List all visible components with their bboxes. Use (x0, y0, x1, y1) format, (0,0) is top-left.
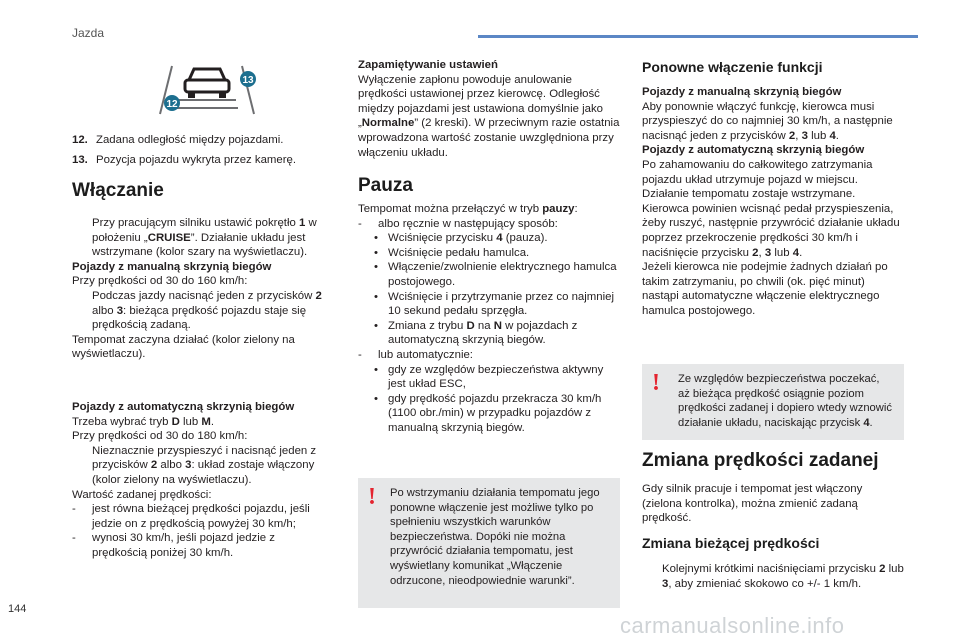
manual-speed: Przy prędkości od 30 do 160 km/h: (72, 275, 248, 288)
section-header: Jazda (72, 26, 105, 40)
legend-item: 12. Zadana odległość między pojazdami. (72, 134, 284, 146)
warning-icon: ! (368, 484, 376, 510)
heading-wlaczanie: Włączanie (72, 180, 164, 201)
auto-mode: Trzeba wybrać tryb D lub M. (72, 415, 215, 428)
heading-zmiana: Zmiana prędkości zadanej (642, 450, 879, 471)
list-item: • gdy prędkość pojazdu przekracza 30 km/h (1100 obr./min) w przypadku pojazdów z manualną skrzynią biegów. (374, 392, 602, 434)
legend-item: 13. Pozycja pojazdu wykryta przez kamerę. (72, 153, 297, 166)
memory-heading: Zapamiętywanie ustawień (358, 59, 498, 71)
list-item: - lub automatycznie: (358, 348, 473, 361)
list-item: • Zmiana z trybu D na N w pojazdach z automatyczną skrzynią biegów. (374, 319, 578, 347)
memory-block (358, 58, 620, 160)
auto-speed: Przy prędkości od 30 do 180 km/h: (72, 430, 248, 443)
list-item: Przy pracującym silniku ustawić pokrętło 1 w położeniu „CRUISE”. Działanie układu jest wstrzymane (kolor szary na wyświetlaczu). (92, 217, 317, 259)
ponowne-body (642, 85, 904, 319)
wlaczanie-auto (72, 400, 330, 561)
set-value: Wartość zadanej prędkości: (72, 488, 212, 501)
auto-heading: Pojazdy z automatyczną skrzynią biegów (72, 401, 295, 413)
memory-text: Wyłączenie zapłonu powoduje anulowanie prędkości ustawionej przez kierowcę. Odległość między pojazdami jest ustawiona domyślnie jako „Normalne” (2 kreski). W przeciwnym razie ostatnia wprowadzona wartość zostanie uwzględniona przy włączeniu układu. (358, 73, 620, 159)
header-rule (478, 35, 918, 38)
figure-legend (72, 133, 330, 167)
list-item: - albo ręcznie w następujący sposób: (358, 217, 558, 230)
list-item: • Wciśnięcie przycisku 4 (pauza). (374, 232, 548, 245)
heading-zmiana-biezacej: Zmiana bieżącej prędkości (642, 535, 820, 551)
manual-after: Tempomat zaczyna działać (kolor zielony na wyświetlaczu). (72, 333, 295, 361)
callout-13-label: 13 (242, 75, 254, 86)
zmiana-list (642, 562, 904, 591)
ponowne-warning (642, 364, 904, 440)
list-item: Podczas jazdy nacisnąć jeden z przycisków 2 albo 3: bieżąca prędkość pojazdu staje się prędkością zadaną. (92, 289, 322, 332)
list-item: - jest równa bieżącej prędkości pojazdu, jeśli jedzie on z prędkością powyżej 30 km/h; (72, 503, 310, 530)
list-item: • Wciśnięcie pedału hamulca. (374, 246, 530, 259)
manual-heading: Pojazdy z manualną skrzynią biegów (72, 260, 272, 273)
ponowne-manual-text: Aby ponownie włączyć funkcję, kierowca musi przyspieszyć do co najmniej 30 km/h, a następnie nacisnąć jeden z przycisków 2, 3 lub 4. (642, 100, 893, 142)
zmiana-text: Gdy silnik pracuje i tempomat jest włączony (zielona kontrolka), można zmienić zadaną prędkość. (642, 483, 863, 525)
list-item: Nieznacznie przyspieszyć i nacisnąć jeden z przycisków 2 albo 3: układ zostaje włączony (kolor zielony na wyświetlaczu). (92, 444, 317, 486)
manual-heading: Pojazdy z manualną skrzynią biegów (642, 86, 842, 98)
heading-ponowne: Ponowne włączenie funkcji (642, 59, 823, 75)
ponowne-auto-text: Po zahamowaniu do całkowitego zatrzymania pojazdu układ utrzymuje pojazd w miejscu. Działanie tempomatu zostaje wstrzymane. Kierowca powinien wcisnąć pedał przyspieszenia, żeby ruszyć, następnie przywrócić działanie układu poprzez przekroczenie prędkości 30 km/h i naciśnięcie przycisku 2, 3 lub 4. (642, 158, 900, 259)
pauza-warning (358, 478, 620, 608)
heading-pauza: Pauza (358, 175, 413, 196)
callout-12-label: 12 (166, 99, 178, 110)
list-item: • gdy ze względów bezpieczeństwa aktywny jest układ ESC, (374, 363, 604, 391)
warning-icon: ! (652, 370, 660, 396)
list-item: • Wciśnięcie i przytrzymanie przez co najmniej 10 sekund pedału sprzęgła. (374, 290, 614, 318)
wlaczanie-body (72, 216, 330, 362)
cruise-distance-illustration (158, 58, 266, 118)
pauza-intro: Tempomat można przełączyć w tryb pauzy: (358, 203, 578, 215)
list-item: - wynosi 30 km/h, jeśli pojazd jedzie z prędkością poniżej 30 km/h. (72, 532, 275, 559)
warning-text: Po wstrzymaniu działania tempomatu jego ponowne włączenie jest możliwe tylko po spełnieniu wszystkich warunków bezpieczeństwa. Dopóki nie można przywrócić działania tempomatu, jest wyświetlany komunikat „Włączenie odrzucone, nieodpowiednie warunki”. (390, 487, 600, 587)
ponowne-auto-after: Jeżeli kierowca nie podejmie żadnych działań po takim zatrzymaniu, po chwili (ok. pięć minut) nastąpi automatyczne włączenie elektrycznego hamulca postojowego. (642, 261, 888, 317)
auto-heading: Pojazdy z automatyczną skrzynią biegów (642, 144, 865, 157)
watermark: carmanualsonline.info (620, 613, 845, 638)
list-item: • Włączenie/zwolnienie elektrycznego hamulca postojowego. (374, 261, 617, 288)
page-number: 144 (8, 603, 27, 615)
car-front-icon (185, 69, 229, 98)
pauza-body (358, 202, 620, 436)
warning-text: Ze względów bezpieczeństwa poczekać, aż bieżąca prędkość osiągnie poziom prędkości zadanej i dopiero wtedy wznowić działanie układu, naciskając przycisk 4. (678, 373, 892, 429)
list-item: Kolejnymi krótkimi naciśnięciami przycisku 2 lub 3, aby zmieniać skokowo co +/- 1 km/h. (662, 563, 904, 590)
